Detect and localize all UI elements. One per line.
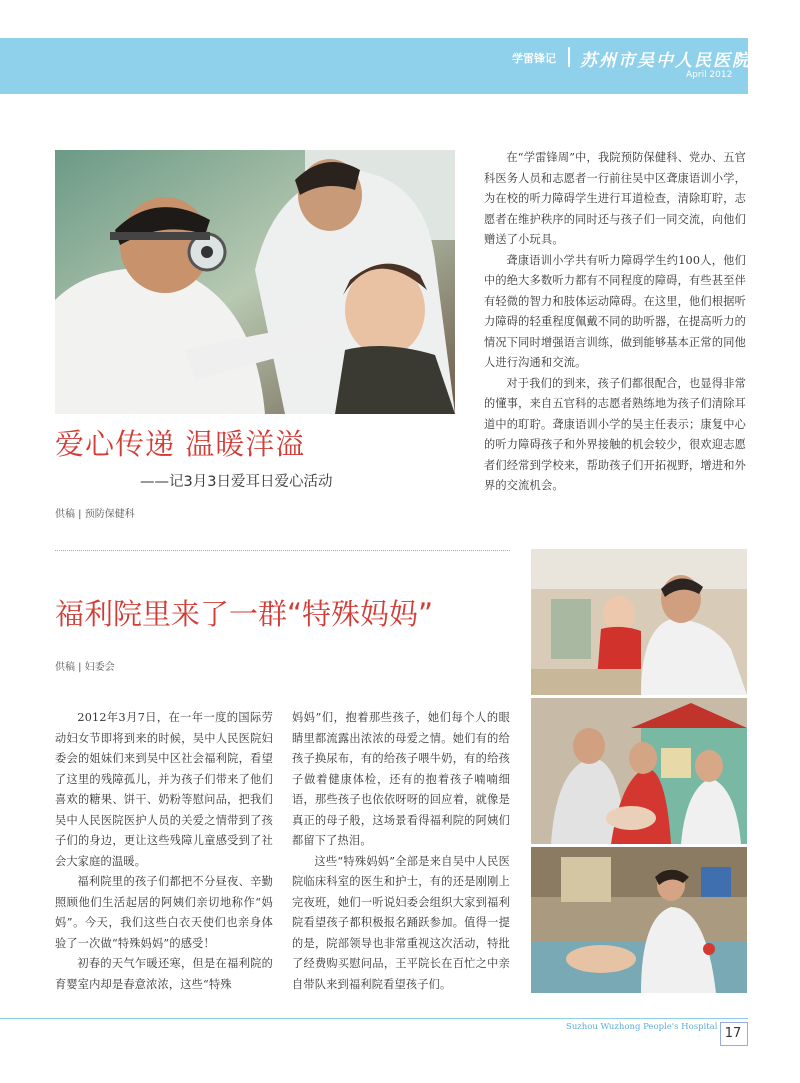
header-hospital-name: 苏州市吴中人民医院 <box>580 51 751 71</box>
header-column-label: 学雷锋记 <box>512 52 556 65</box>
article2-paragraph: 2012年3月7日，在一年一度的国际劳动妇女节即将到来的时候，吴中人民医院妇委会的姐妹们来到吴中区社会福利院，看望了这里的残障孤儿，并为孩子们带来了他们喜欢的糖果、饼干、奶粉等慰问品，把我们吴中人民医院医护人员的关爱之情带到了孩子们的身边，更让这些残障儿童感受到了社会大家庭的温暖。 <box>55 711 273 868</box>
article2-column-1 <box>55 708 273 995</box>
header-divider <box>568 47 570 67</box>
article2-column-2 <box>292 708 510 995</box>
section-divider <box>55 550 510 551</box>
header-date: April 2012 <box>686 70 733 80</box>
footer-rule <box>0 1018 748 1019</box>
page-number: 17 <box>724 1026 742 1041</box>
article1-body <box>484 148 746 497</box>
article1-subtitle: ——记3月3日爱耳日爱心活动 <box>140 474 333 490</box>
orphanage-photo-2 <box>531 698 747 844</box>
orphanage-photo-1 <box>531 549 747 695</box>
article2-paragraph: 福利院里的孩子们都把不分昼夜、辛勤照顾他们生活起居的阿姨们亲切地称作“妈妈”。今天，我们这些白衣天使们也亲身体验了一次做“特殊妈妈”的感受！ <box>55 875 273 950</box>
article1-title: 爱心传递 温暖洋溢 <box>55 427 306 461</box>
article2-paragraph: 妈妈”们，抱着那些孩子，她们每个人的眼睛里都流露出浓浓的母爱之情。她们有的给孩子换尿布，有的给孩子喂牛奶，有的给孩子做着健康体检，还有的抱着孩子喃喃细语，那些孩子也依依呀呀的回应着，就像是真正的母子般，这场景看得福利院的阿姨们都留下了热泪。 <box>292 711 510 847</box>
article1-paragraph: 对于我们的到来，孩子们都很配合，也显得非常的懂事，来自五官科的志愿者熟练地为孩子们清除耳道中的耵聍。聋康语训小学的吴主任表示；康复中心的听力障碍孩子和外界接触的机会较少，很欢迎志愿者们经常到学校来，帮助孩子们开拓视野，增进和外界的交流机会。 <box>484 376 746 492</box>
footer-hospital-name: Suzhou Wuzhong People's Hospital <box>566 1022 718 1032</box>
article2-paragraph: 初春的天气乍暖还寒，但是在福利院的育婴室内却是春意浓浓，这些“特殊 <box>55 957 273 991</box>
article1-source: 供稿 | 预防保健科 <box>55 509 135 520</box>
article2-title: 福利院里来了一群“特殊妈妈” <box>55 597 434 631</box>
article2-source: 供稿 | 妇委会 <box>55 662 115 673</box>
article2-paragraph: 这些“特殊妈妈”全部是来自吴中人民医院临床科室的医生和护士，有的还是刚刚上完夜班，她们一听说妇委会组织大家到福利院看望孩子都积极报名踊跃参加。值得一提的是，院部领导也非常重视这次活动，特批了经费购买慰问品，王平院长在百忙之中亲自带队来到福利院看望孩子们。 <box>292 854 510 991</box>
article1-paragraph: 在“学雷锋周”中，我院预防保健科、党办、五官科医务人员和志愿者一行前往吴中区聋康语训小学，为在校的听力障碍学生进行耳道检查，清除耵聍，志愿者在维护秩序的同时还与孩子们一同交流，向他们赠送了小玩具。 <box>484 151 746 246</box>
ear-exam-photo <box>55 150 455 414</box>
article1-paragraph: 聋康语训小学共有听力障碍学生约100人，他们中的绝大多数听力都有不同程度的障碍，有些甚至伴有轻微的智力和肢体运动障碍。在这里，他们根据听力障碍的轻重程度佩戴不同的助听器，在提高听力的情况下同时增强语言训练，做到能够基本正常的同他人进行沟通和交流。 <box>484 253 746 369</box>
orphanage-photo-3 <box>531 847 747 993</box>
